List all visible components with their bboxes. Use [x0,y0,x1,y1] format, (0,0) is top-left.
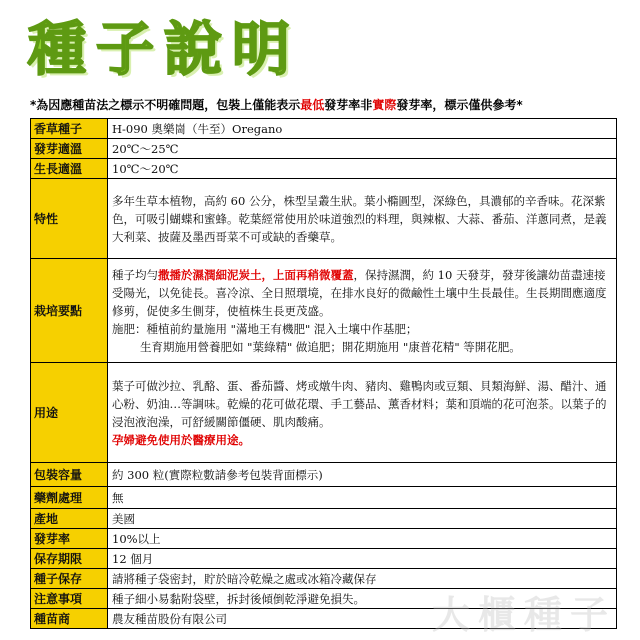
table-row [31,259,617,363]
row-value: 10℃～20℃ [108,159,617,179]
row-value: H-090 奧樂崗（牛至）Oregano [108,119,617,139]
row-value [108,259,617,363]
table-row [31,569,617,589]
notice-middle: 發芽率非 [324,98,373,112]
row-value: 美國 [108,509,617,529]
table-row [31,549,617,569]
title-block [28,6,300,92]
uses-text: 葉子可做沙拉、乳酪、蛋、番茄醬、烤或燉牛肉、豬肉、雞鴨肉或豆類、貝類海鮮、湯、醋汁、通心粉、奶油…等調味。乾燥的花可做花環、手工藝品、薰香材料；葉和頂端的花可泡茶。以葉子的浸泡液泡澡，可舒緩關節僵硬、肌肉酸痛。 [112,378,607,429]
row-value: 種子細小易黏附袋壁，拆封後傾倒乾淨避免損失。 [108,589,617,609]
table-row [31,139,617,159]
row-label: 香草種子 [31,119,108,139]
row-label: 注意事項 [31,589,108,609]
row-value [108,179,617,259]
notice-suffix: 發芽率，標示僅供參考* [396,98,523,112]
cultivation-lead: 種子均勻 [112,267,158,282]
row-label: 栽培要點 [31,259,108,363]
table-row [31,159,617,179]
row-label: 發芽適溫 [31,139,108,159]
row-label: 種子保存 [31,569,108,589]
uses-warning: 孕婦避免使用於醫療用途。 [112,432,250,447]
notice-prefix: *為因應種苗法之標示不明確問題，包裝上僅能表示 [30,98,301,112]
fertilizer-text: 施肥：種植前約量施用 "滿地王有機肥" 混入土壤中作基肥； [112,321,418,336]
row-value: 無 [108,487,617,509]
table-row [31,363,617,463]
table-row [31,609,617,629]
row-value: 12 個月 [108,549,617,569]
table-row [31,509,617,529]
row-value: 農友種苗股份有限公司 [108,609,617,629]
row-label: 種苗商 [31,609,108,629]
row-label: 產地 [31,509,108,529]
table-row [31,529,617,549]
watermark: 大櫃種子 [432,593,617,637]
row-label: 生長適溫 [31,159,108,179]
row-label: 特性 [31,179,108,259]
row-label: 保存期限 [31,549,108,569]
table-row [31,119,617,139]
row-value: 10%以上 [108,529,617,549]
row-label: 包裝容量 [31,463,108,487]
cultivation-emphasis: 撒播於濕潤細泥炭土，上面再稍微覆蓋 [158,267,354,282]
fertilizer-text-2: 生育期施用營養肥如 "葉綠精" 做追肥；開花期施用 "康普花精" 等開花肥。 [140,339,521,354]
row-value: 約 300 粒(實際粒數請參考包裝背面標示) [108,463,617,487]
row-label: 發芽率 [31,529,108,549]
row-label: 用途 [31,363,108,463]
row-label: 藥劑處理 [31,487,108,509]
table-row [31,179,617,259]
disclaimer-notice [30,96,620,113]
table-row [31,487,617,509]
row-value: 20℃～25℃ [108,139,617,159]
row-value [108,363,617,463]
table-row [31,463,617,487]
cultivation-text [112,266,612,320]
features-text: 多年生草本植物，高約 60 公分，株型呈叢生狀。葉小橢圓型，深綠色，具濃郁的辛香味。花深紫色，可吸引蝴蝶和蜜蜂。乾葉經常使用於味道強烈的料理，與辣椒、大蒜、番茄、洋蔥同煮，是義大利菜、披薩及墨西哥菜不可或缺的香藥草。 [112,193,607,244]
cultivation-rest: ，保持濕潤，約 10 天發芽，發芽後讓幼苗盡速接受陽光，以免徒長。喜冷涼、全日照環境，在排水良好的微鹼性土壤中生長最佳。生長期間應適度修剪，促使多生側芽，使植株生長更茂盛。 [112,267,607,318]
seed-spec-table [30,118,617,629]
table-row [31,589,617,609]
page-title: 種子說明 [28,15,301,83]
row-value: 請將種子袋密封，貯於暗冷乾燥之處或冰箱冷藏保存 [108,569,617,589]
notice-emphasis-actual: 實際 [372,98,397,112]
notice-emphasis-lowest: 最低 [300,98,325,112]
